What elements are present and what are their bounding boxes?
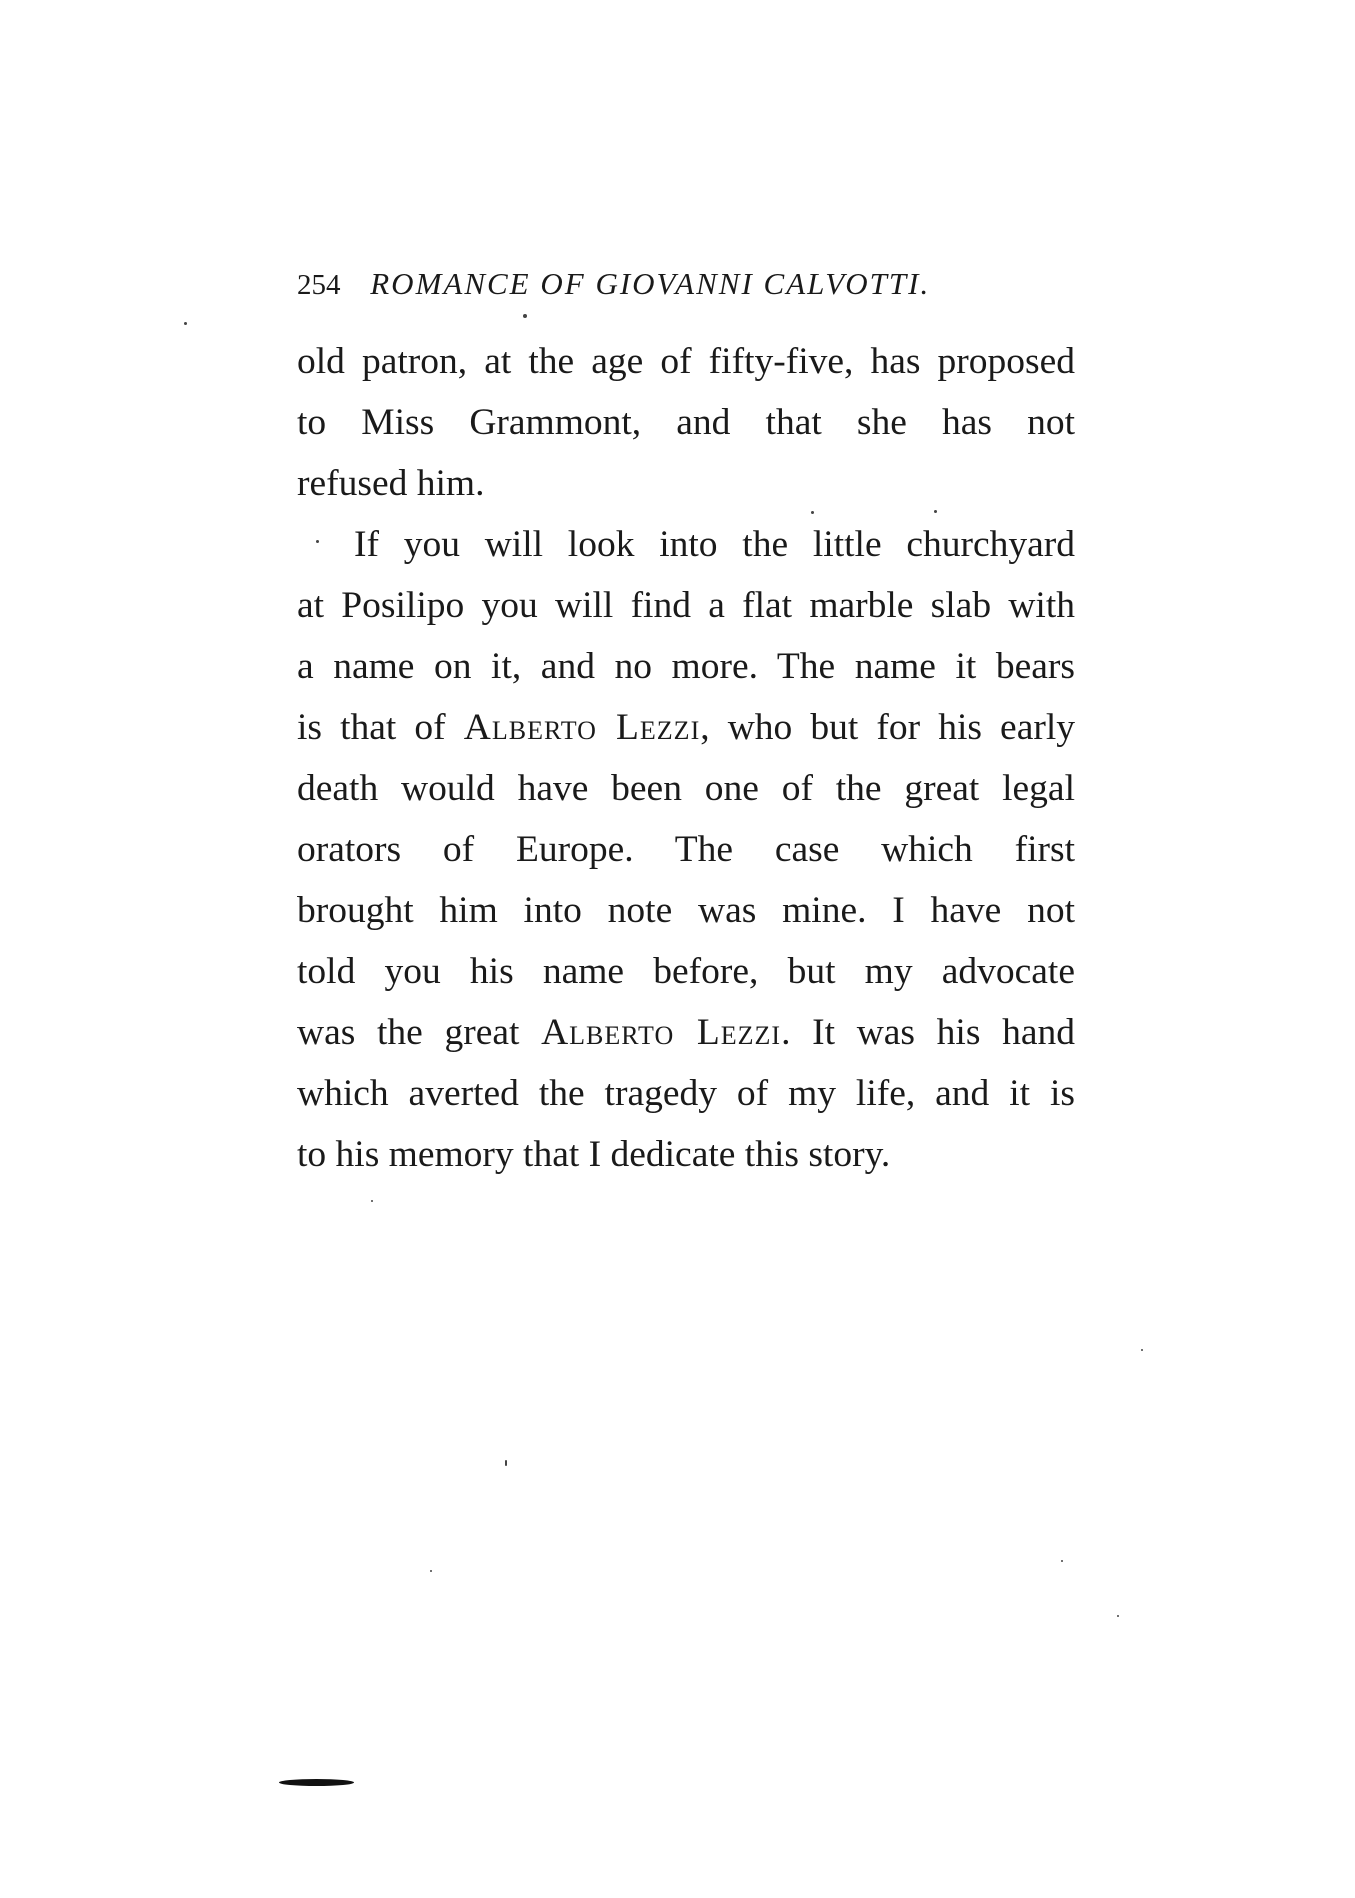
ink-smudge — [279, 1779, 354, 1786]
text-line: which averted the tragedy of my life, and it is — [297, 1073, 1075, 1114]
scan-speck — [505, 1460, 507, 1466]
text-line: at Posilipo you will find a flat marble slab with — [297, 585, 1075, 626]
running-head — [297, 262, 1077, 306]
running-title: ROMANCE OF GIOVANNI CALVOTTI. — [370, 266, 931, 301]
scan-speck — [371, 1200, 373, 1202]
text-line: to his memory that I dedicate this story. — [297, 1134, 891, 1175]
scan-speck — [316, 540, 319, 543]
text-line: a name on it, and no more. The name it bears — [297, 646, 1075, 687]
text-line: was the great Alberto Lezzi. It was his hand — [297, 1012, 1075, 1053]
text-line: to Miss Grammont, and that she has not — [297, 402, 1075, 443]
text-line: brought him into note was mine. I have not — [297, 890, 1075, 931]
paragraph-first-line: If you will look into the little churchyard — [354, 524, 1075, 565]
text-line: old patron, at the age of fifty-five, has proposed — [297, 341, 1075, 382]
scan-speck — [1117, 1615, 1119, 1617]
name-alberto-lezzi: Alberto Lezzi — [541, 1012, 782, 1053]
text-line: orators of Europe. The case which first — [297, 829, 1075, 870]
scan-speck — [1061, 1560, 1063, 1562]
scan-speck — [430, 1570, 432, 1572]
text-line: is that of Alberto Lezzi, who but for his early — [297, 707, 1075, 748]
text-line: refused him. — [297, 463, 485, 504]
scan-speck — [934, 510, 937, 513]
scan-speck — [184, 322, 187, 325]
text-line: told you his name before, but my advocate — [297, 951, 1075, 992]
scan-speck — [523, 314, 527, 318]
scan-speck — [1141, 1349, 1143, 1351]
scan-speck — [811, 511, 814, 514]
body-text — [297, 331, 1075, 1185]
name-alberto-lezzi: Alberto Lezzi — [463, 707, 701, 748]
text-line: death would have been one of the great legal — [297, 768, 1075, 809]
page-number: 254 — [297, 269, 341, 301]
